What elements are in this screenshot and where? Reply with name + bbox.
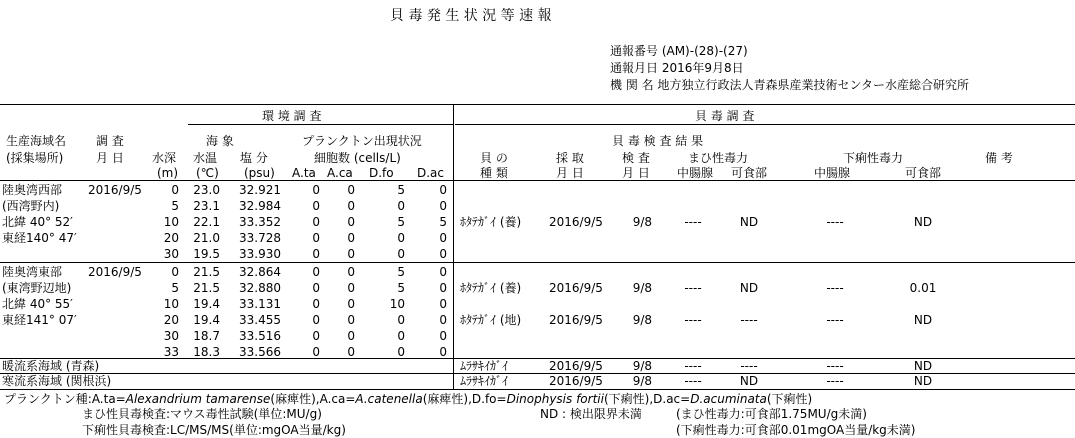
header-test: 検 査 xyxy=(622,151,650,165)
table-cell: 33.455 xyxy=(239,313,281,327)
table-cell: 0 xyxy=(312,345,320,359)
table-cell: 0 xyxy=(439,313,447,327)
table-cell: 0 xyxy=(312,215,320,229)
footer-dfo-note: (下痢性), xyxy=(603,392,654,406)
collect-date: 2016/9/5 xyxy=(549,313,603,327)
table-cell: 5 xyxy=(397,215,405,229)
collect-date: 2016/9/5 xyxy=(549,359,603,373)
test-date: 9/8 xyxy=(632,215,652,229)
area-name-line: 陸奥湾西部 xyxy=(2,183,63,197)
table-cell: 0 xyxy=(347,231,355,245)
header-toxin: 貝 毒 調 査 xyxy=(695,109,755,123)
header-aca: A.ca xyxy=(327,166,353,180)
table-cell: 0 xyxy=(439,247,447,261)
shell-type: ﾎﾀﾃｶﾞｲ (地) xyxy=(460,313,522,327)
table-cell: 0 xyxy=(347,281,355,295)
footer-aca-abbr: A.ca= xyxy=(319,392,356,406)
header-test-sub: 月 日 xyxy=(622,166,650,180)
area-name-line: 陸奥湾東部 xyxy=(2,265,63,279)
footer-dsp-limit: (下痢性毒力:可食部0.01mgOA当量/kg未満) xyxy=(676,423,916,437)
dsp-gut: ---- xyxy=(826,313,844,327)
table-cell: 0 xyxy=(312,231,320,245)
footer-aca-name: A.catenella xyxy=(355,392,423,406)
collect-date: 2016/9/5 xyxy=(549,281,603,295)
footer-ata-abbr: A.ta= xyxy=(91,392,126,406)
table-cell: 0 xyxy=(397,199,405,213)
footer-nd: ND : 検出限界未満 xyxy=(540,407,642,421)
divider-env-toxin xyxy=(453,104,454,389)
extra-area-name: 寒流系海域 (関根浜) xyxy=(2,374,112,388)
dsp-gut: ---- xyxy=(826,215,844,229)
table-cell: 0 xyxy=(439,281,447,295)
table-cell: 33.131 xyxy=(239,297,281,311)
table-cell: 0 xyxy=(347,345,355,359)
table-cell: 0 xyxy=(439,231,447,245)
footer-plankton-prefix: プランクトン種: xyxy=(4,392,92,406)
header-sea: 海 象 xyxy=(206,134,234,148)
header-psp-edible: 可食部 xyxy=(731,166,768,180)
header-dfo: D.fo xyxy=(369,166,394,180)
footer-ata-name: Alexandrium tamarense xyxy=(125,392,271,406)
table-cell: 0 xyxy=(439,183,447,197)
footer-psp-test: まひ性貝毒検査:マウス毒性試験(単位:MU/g) xyxy=(82,407,322,421)
header-dsp: 下痢性毒力 xyxy=(843,151,904,165)
table-cell: 5 xyxy=(171,199,179,213)
header-dsp-gut: 中腸腺 xyxy=(814,166,851,180)
table-cell: 0 xyxy=(347,329,355,343)
table-cell: 18.3 xyxy=(193,345,220,359)
table-cell: 32.864 xyxy=(239,265,281,279)
table-cell: 0 xyxy=(312,265,320,279)
header-depth: 水深 xyxy=(152,151,177,165)
header-dsp-edible: 可食部 xyxy=(905,166,942,180)
header-plankton: プランクトン出現状況 xyxy=(302,134,422,148)
table-cell: 0 xyxy=(312,199,320,213)
table-cell: 32.880 xyxy=(239,281,281,295)
footer-plankton-species xyxy=(4,392,812,406)
footer-ata-note: (麻痺性), xyxy=(270,392,320,406)
table-cell: 20 xyxy=(163,313,179,327)
report-date: 通報月日 2016年9月8日 xyxy=(610,61,744,75)
footer-dac-name: D.acuminata xyxy=(690,392,767,406)
shell-type: ﾎﾀﾃｶﾞｲ (養) xyxy=(460,281,522,295)
header-toxin-result: 貝 毒 検 査 結 果 xyxy=(612,134,704,148)
table-cell: 0 xyxy=(312,313,320,327)
header-shell-sub: 種 類 xyxy=(480,166,508,180)
table-cell: 0 xyxy=(439,199,447,213)
table-cell: 0 xyxy=(347,313,355,327)
header-survey-sub: 月 日 xyxy=(96,151,124,165)
test-date: 9/8 xyxy=(632,374,652,388)
rule-header-bottom xyxy=(0,180,1075,181)
table-cell: 33.566 xyxy=(239,345,281,359)
dsp-edible: 0.01 xyxy=(909,281,937,295)
table-cell: 0 xyxy=(312,247,320,261)
table-cell: 33.930 xyxy=(239,247,281,261)
test-date: 9/8 xyxy=(632,313,652,327)
psp-gut: ---- xyxy=(684,281,702,295)
rule-group1 xyxy=(0,262,1075,263)
header-dac: D.ac xyxy=(417,166,445,180)
table-cell: 0 xyxy=(439,265,447,279)
table-cell: 5 xyxy=(171,281,179,295)
organization: 機 関 名 地方独立行政法人青森県産業技術センター水産総合研究所 xyxy=(610,78,969,92)
header-sal: 塩 分 xyxy=(240,151,268,165)
header-ata: A.ta xyxy=(292,166,316,180)
header-env: 環 境 調 査 xyxy=(262,109,322,123)
table-cell: 10 xyxy=(389,297,405,311)
psp-edible: ---- xyxy=(740,359,758,373)
table-cell: 5 xyxy=(397,265,405,279)
header-sal-unit: (psu) xyxy=(244,166,275,180)
shell-type: ﾑﾗｻｷｲｶﾞｲ xyxy=(460,359,509,373)
table-cell: 0 xyxy=(312,329,320,343)
psp-edible: ND xyxy=(739,374,759,388)
header-psp-gut: 中腸腺 xyxy=(677,166,714,180)
table-cell: 0 xyxy=(397,231,405,245)
table-cell: 22.1 xyxy=(193,215,220,229)
header-psp: まひ性毒力 xyxy=(688,151,749,165)
table-cell: 5 xyxy=(439,215,447,229)
table-cell: 0 xyxy=(439,329,447,343)
collect-date: 2016/9/5 xyxy=(549,374,603,388)
table-cell: 21.5 xyxy=(193,265,220,279)
footer-dac-abbr: D.ac= xyxy=(653,392,691,406)
table-cell: 20 xyxy=(163,231,179,245)
report-number: 通報番号 (AM)-(28)-(27) xyxy=(610,44,748,58)
header-survey: 調 査 xyxy=(96,134,124,148)
dsp-edible: ND xyxy=(913,215,933,229)
area-name-line: (東湾野辺地) xyxy=(2,281,72,295)
table-cell: 5 xyxy=(397,281,405,295)
table-cell: 33 xyxy=(163,345,179,359)
table-cell: 0 xyxy=(439,345,447,359)
footer-dac-note: (下痢性) xyxy=(766,392,813,406)
psp-edible: ND xyxy=(739,215,759,229)
header-temp-unit: (℃) xyxy=(196,166,219,180)
survey-date: 2016/9/5 xyxy=(88,183,142,197)
shell-type: ﾑﾗｻｷｲｶﾞｲ xyxy=(460,374,509,388)
table-cell: 33.516 xyxy=(239,329,281,343)
area-name-line: 北緯 40° 55′ xyxy=(2,297,73,311)
table-cell: 0 xyxy=(312,281,320,295)
table-cell: 0 xyxy=(171,265,179,279)
footer-dfo-abbr: D.fo= xyxy=(471,392,507,406)
table-cell: 21.5 xyxy=(193,281,220,295)
table-cell: 21.0 xyxy=(193,231,220,245)
table-cell: 0 xyxy=(397,345,405,359)
header-area-sub: (採集場所) xyxy=(6,151,64,165)
table-cell: 0 xyxy=(347,297,355,311)
table-cell: 19.5 xyxy=(193,247,220,261)
psp-edible: ---- xyxy=(740,313,758,327)
page-title: 貝 毒 発 生 状 況 等 速 報 xyxy=(390,8,552,24)
table-cell: 19.4 xyxy=(193,297,220,311)
table-cell: 0 xyxy=(312,297,320,311)
table-cell: 30 xyxy=(163,247,179,261)
test-date: 9/8 xyxy=(632,359,652,373)
table-cell: 0 xyxy=(347,215,355,229)
table-cell: 0 xyxy=(397,313,405,327)
footer-aca-note: (麻痺性), xyxy=(422,392,472,406)
table-cell: 18.7 xyxy=(193,329,220,343)
table-cell: 23.0 xyxy=(193,183,220,197)
dsp-edible: ND xyxy=(913,313,933,327)
psp-edible: ND xyxy=(739,281,759,295)
dsp-edible: ND xyxy=(913,359,933,373)
table-cell: 33.728 xyxy=(239,231,281,245)
table-cell: 0 xyxy=(439,297,447,311)
dsp-gut: ---- xyxy=(826,359,844,373)
footer-psp-limit: (まひ性毒力:可食部1.75MU/g未満) xyxy=(676,407,867,421)
dsp-gut: ---- xyxy=(826,374,844,388)
shell-type: ﾎﾀﾃｶﾞｲ (養) xyxy=(460,215,522,229)
rule-top xyxy=(0,104,1075,105)
header-temp: 水温 xyxy=(193,151,218,165)
footer-dfo-name: Dinophysis fortii xyxy=(506,392,604,406)
table-cell: 0 xyxy=(397,329,405,343)
psp-gut: ---- xyxy=(684,215,702,229)
test-date: 9/8 xyxy=(632,281,652,295)
table-cell: 0 xyxy=(397,247,405,261)
extra-area-name: 暖流系海域 (青森) xyxy=(2,359,100,373)
psp-gut: ---- xyxy=(684,313,702,327)
table-cell: 32.921 xyxy=(239,183,281,197)
table-cell: 0 xyxy=(347,183,355,197)
rule-env xyxy=(188,124,453,125)
table-cell: 5 xyxy=(397,183,405,197)
area-name-line: (西湾野内) xyxy=(2,199,60,213)
table-cell: 32.984 xyxy=(239,199,281,213)
table-cell: 19.4 xyxy=(193,313,220,327)
header-cells: 細胞数 (cells/L) xyxy=(314,151,401,165)
area-name-line: 東経141° 07′ xyxy=(2,313,77,327)
area-name-line: 北緯 40° 52′ xyxy=(2,215,73,229)
table-cell: 0 xyxy=(171,183,179,197)
dsp-edible: ND xyxy=(913,374,933,388)
header-collect-sub: 月 日 xyxy=(556,166,584,180)
psp-gut: ---- xyxy=(684,359,702,373)
table-cell: 33.352 xyxy=(239,215,281,229)
rule-toxin xyxy=(455,124,1075,125)
table-cell: 0 xyxy=(347,265,355,279)
header-shell: 貝 の xyxy=(480,151,508,165)
header-area: 生産海域名 xyxy=(6,134,67,148)
footer-dsp-test: 下痢性貝毒検査:LC/MS/MS(単位:mgOA当量/kg) xyxy=(82,423,346,437)
table-cell: 0 xyxy=(312,183,320,197)
dsp-gut: ---- xyxy=(826,281,844,295)
table-cell: 0 xyxy=(347,199,355,213)
header-depth-unit: (m) xyxy=(157,166,179,180)
psp-gut: ---- xyxy=(684,374,702,388)
header-remarks: 備 考 xyxy=(985,151,1013,165)
collect-date: 2016/9/5 xyxy=(549,215,603,229)
table-cell: 10 xyxy=(163,215,179,229)
table-cell: 23.1 xyxy=(193,199,220,213)
survey-date: 2016/9/5 xyxy=(88,265,142,279)
table-cell: 0 xyxy=(347,247,355,261)
header-collect: 採 取 xyxy=(556,151,584,165)
area-name-line: 東経140° 47′ xyxy=(2,231,77,245)
rule-extra2 xyxy=(0,389,1075,390)
table-cell: 10 xyxy=(163,297,179,311)
table-cell: 30 xyxy=(163,329,179,343)
